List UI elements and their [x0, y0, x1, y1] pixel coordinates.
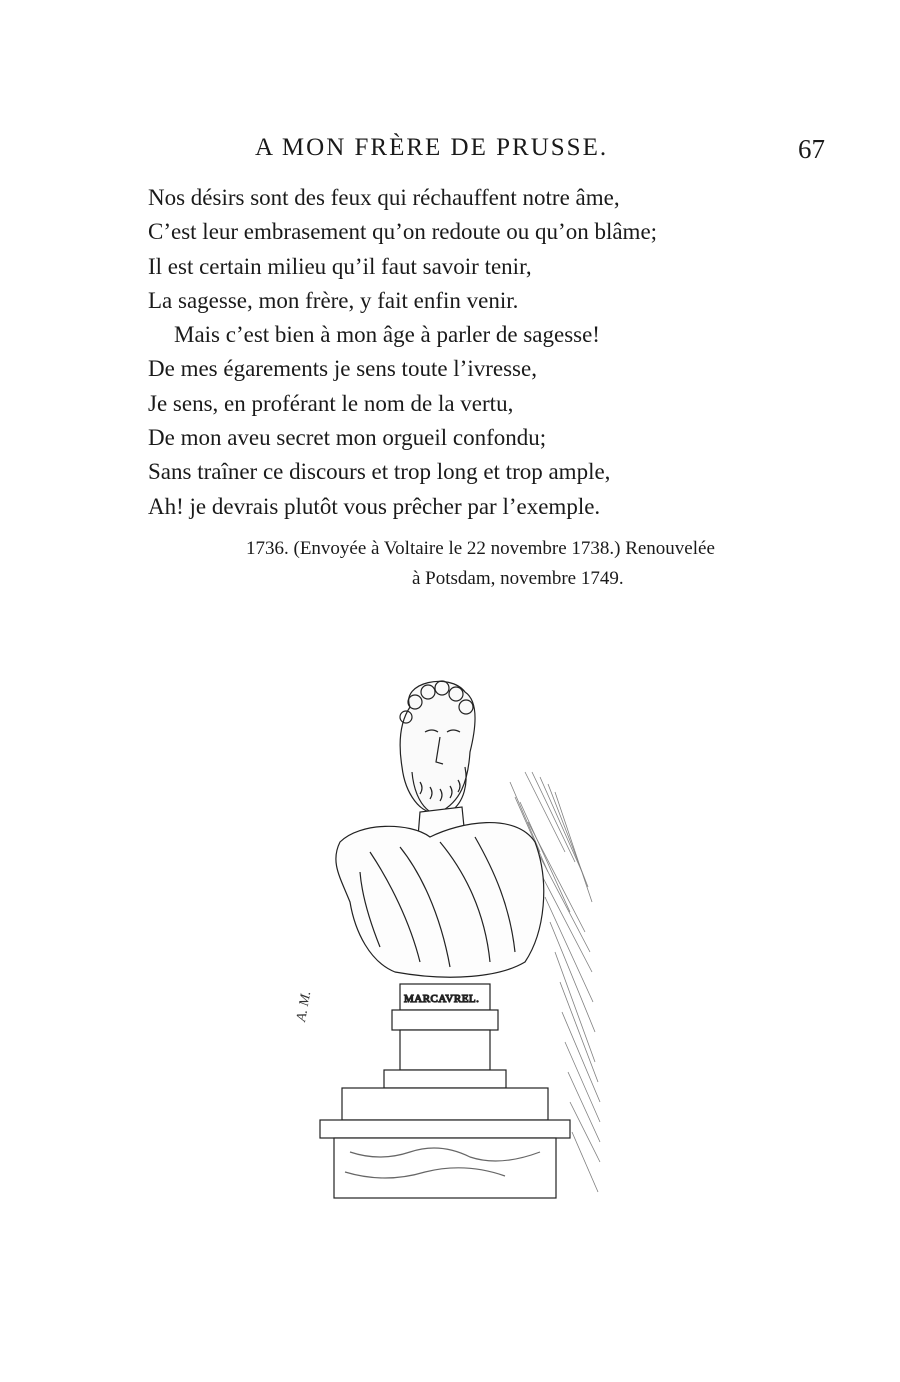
artist-signature: A. M.: [294, 989, 315, 1023]
dateline-line-2: à Potsdam, novembre 1749.: [412, 568, 624, 589]
bust-illustration: [294, 672, 610, 1212]
dateline-line-1: 1736. (Envoyée à Voltaire le 22 novembre 1738.) Renouvelée: [246, 538, 715, 559]
poem-line: La sagesse, mon frère, y fait enfin venir.: [148, 287, 519, 313]
bust-engraving: [294, 672, 610, 1212]
poem-line: De mon aveu secret mon orgueil confondu;: [148, 425, 547, 451]
page-number: 67: [798, 134, 825, 164]
poem-line: Ah! je devrais plutôt vous prêcher par l’exemple.: [148, 493, 601, 519]
page-header: [0, 134, 900, 168]
poem-line: Je sens, en proférant le nom de la vertu,: [148, 390, 514, 416]
bust-drapery: [336, 807, 544, 977]
poem-line: Nos désirs sont des feux qui réchauffent notre âme,: [148, 185, 620, 210]
poem-line: Sans traîner ce discours et trop long et trop ample,: [148, 459, 611, 485]
poem: [148, 181, 848, 524]
pedestal: [320, 1010, 570, 1198]
bust-head: [400, 681, 475, 815]
plinth-label: MARCAVREL.: [404, 993, 480, 1005]
bust-label-block: [400, 984, 490, 1010]
running-title: A MON FRÈRE DE PRUSSE.: [255, 134, 609, 161]
poem-line: Mais c’est bien à mon âge à parler de sagesse!: [174, 322, 600, 348]
poem-line: Il est certain milieu qu’il faut savoir tenir,: [148, 253, 532, 279]
poem-line: C’est leur embrasement qu’on redoute ou qu’on blâme;: [148, 219, 658, 245]
poem-line: De mes égarements je sens toute l’ivresse,: [148, 356, 537, 382]
